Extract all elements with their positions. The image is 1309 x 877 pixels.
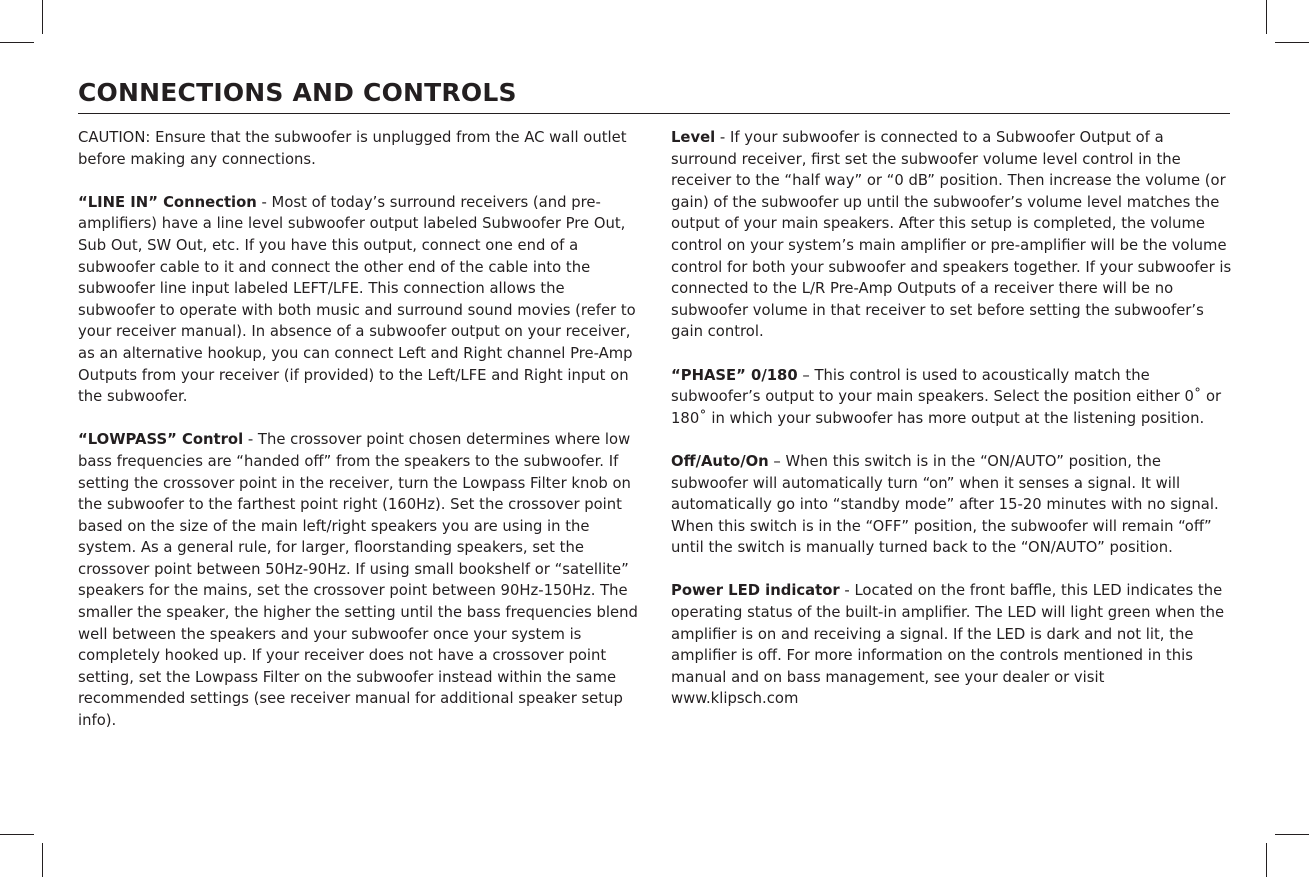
right-column (671, 127, 1233, 732)
line-in-heading: “LINE IN” Connection (78, 193, 257, 211)
crop-mark (42, 0, 43, 34)
off-auto-on-paragraph (671, 451, 1233, 559)
phase-text: – This control is used to acoustically match the subwoofer’s output to your main speakers. Select the position either 0˚ or 180˚ in which your subwoofer has more output at the listening position. (671, 366, 1222, 427)
lowpass-heading: “LOWPASS” Control (78, 431, 244, 449)
off-auto-on-heading: Off/Auto/On (671, 452, 769, 470)
phase-heading: “PHASE” 0/180 (671, 366, 798, 384)
crop-mark (42, 843, 43, 877)
lowpass-text: - The crossover point chosen determines where low bass frequencies are “handed off” from the speakers to the subwoofer. If setting the crossover point in the receiver, turn the Lowpass Filter knob on the subwoofer to the farthest point right (160Hz). Set the crossover point based on the size of the main left/right speakers you are using in the system. As a general rule, for larger, floorstanding speakers, set the crossover point between 50Hz-90Hz. If using small bookshelf or “satellite” speakers for the mains, set the crossover point between 90Hz-150Hz. The smaller the speaker, the higher the setting until the bass frequencies blend well between the speakers and your subwoofer once your system is completely hooked up. If your receiver does not have a crossover point setting, set the Lowpass Filter on the subwoofer instead within the same recommended settings (see receiver manual for additional speaker setup info). (78, 431, 638, 730)
crop-mark (0, 42, 34, 43)
caution-text: CAUTION: Ensure that the subwoofer is unplugged from the AC wall outlet before making any connections. (78, 129, 627, 168)
crop-mark (1275, 42, 1309, 43)
crop-mark (1266, 843, 1267, 877)
line-in-paragraph (78, 192, 640, 408)
phase-paragraph (671, 365, 1233, 430)
off-auto-on-text: – When this switch is in the “ON/AUTO” position, the subwoofer will automatically turn “on” when it senses a signal. It will automatically go into “standby mode” after 15-20 minutes with no signal. When this switch is in the “OFF” position, the subwoofer will remain “off” until the switch is manually turned back to the “ON/AUTO” position. (671, 452, 1219, 557)
power-led-text: - Located on the front baffle, this LED indicates the operating status of the built-in amplifier. The LED will light green when the amplifier is on and receiving a signal. If the LED is dark and not lit, the amplifier is off. For more information on the controls mentioned in this manual and on bass management, see your dealer or visit www.klipsch.com (671, 582, 1225, 708)
crop-mark (1266, 0, 1267, 34)
level-text: - If your subwoofer is connected to a Subwoofer Output of a surround receiver, first set the subwoofer volume level control in the receiver to the “half way” or “0 dB” position. Then increase the volume (or gain) of the subwoofer up until the subwoofer’s volume level matches the output of your main speakers. After this setup is completed, the volume control on your system’s main amplifier or pre-amplifier will be the volume control for both your subwoofer and speakers together. If your subwoofer is connected to the L/R Pre-Amp Outputs of a receiver there will be no subwoofer volume in that receiver to set before setting the subwoofer’s gain control. (671, 129, 1232, 341)
line-in-text: - Most of today’s surround receivers (and pre-amplifiers) have a line level subwoofer output labeled Subwoofer Pre Out, Sub Out, SW Out, etc. If you have this output, connect one end of a subwoofer cable to it and connect the other end of the cable into the subwoofer line input labeled LEFT/LFE. This connection allows the subwoofer to operate with both music and surround sound movies (refer to your receiver manual). In absence of a subwoofer output on your receiver, as an alternative hookup, you can connect Left and Right channel Pre-Amp Outputs from your receiver (if provided) to the Left/LFE and Right input on the subwoofer. (78, 193, 636, 406)
power-led-heading: Power LED indicator (671, 582, 840, 600)
crop-mark (0, 834, 34, 835)
page-title: CONNECTIONS AND CONTROLS (78, 78, 517, 107)
lowpass-paragraph (78, 429, 640, 731)
level-paragraph (671, 127, 1233, 343)
caution-paragraph (78, 127, 640, 170)
left-column (78, 127, 640, 753)
power-led-paragraph (671, 580, 1233, 710)
title-rule (78, 113, 1230, 114)
crop-mark (1275, 834, 1309, 835)
level-heading: Level (671, 129, 716, 146)
